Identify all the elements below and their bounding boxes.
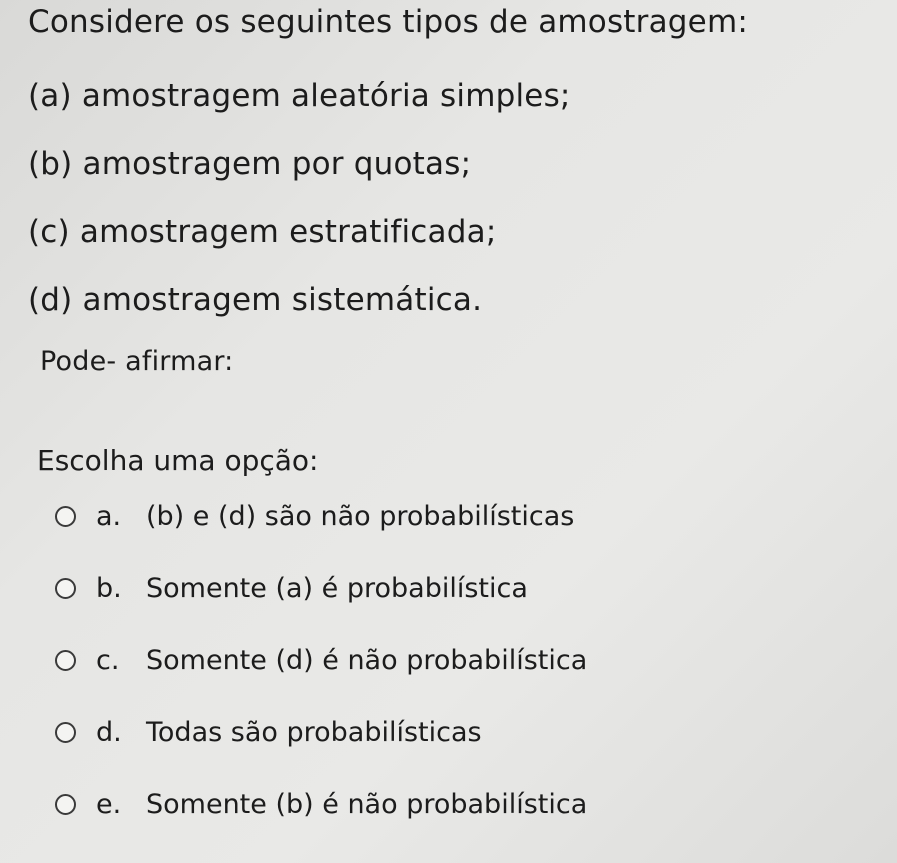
option-letter: e. <box>96 788 122 820</box>
option-text: Somente (b) é não probabilística <box>146 788 588 820</box>
sampling-type-b: (b) amostragem por quotas; <box>28 146 472 182</box>
radio-button-icon[interactable] <box>55 794 76 815</box>
sampling-type-a: (a) amostragem aleatória simples; <box>28 78 571 114</box>
option-text: Todas são probabilísticas <box>146 716 482 748</box>
sampling-type-d: (d) amostragem sistemática. <box>28 282 483 318</box>
option-letter: d. <box>96 716 122 748</box>
radio-button-icon[interactable] <box>55 578 76 599</box>
radio-button-icon[interactable] <box>55 722 76 743</box>
option-a[interactable] <box>55 496 574 536</box>
radio-button-icon[interactable] <box>55 650 76 671</box>
option-text: Somente (d) é não probabilística <box>146 644 588 676</box>
question-intro: Considere os seguintes tipos de amostragem: <box>28 4 748 40</box>
option-b[interactable] <box>55 568 528 608</box>
question-prompt: Pode- afirmar: <box>40 346 234 377</box>
choose-option-label: Escolha uma opção: <box>37 444 319 477</box>
option-letter: a. <box>96 500 122 532</box>
option-letter: b. <box>96 572 122 604</box>
option-e[interactable] <box>55 784 587 824</box>
option-text: (b) e (d) são não probabilísticas <box>146 500 575 532</box>
option-letter: c. <box>96 644 120 676</box>
option-c[interactable] <box>55 640 587 680</box>
radio-button-icon[interactable] <box>55 506 76 527</box>
option-d[interactable] <box>55 712 482 752</box>
option-text: Somente (a) é probabilística <box>146 572 528 604</box>
sampling-type-c: (c) amostragem estratificada; <box>28 214 497 250</box>
